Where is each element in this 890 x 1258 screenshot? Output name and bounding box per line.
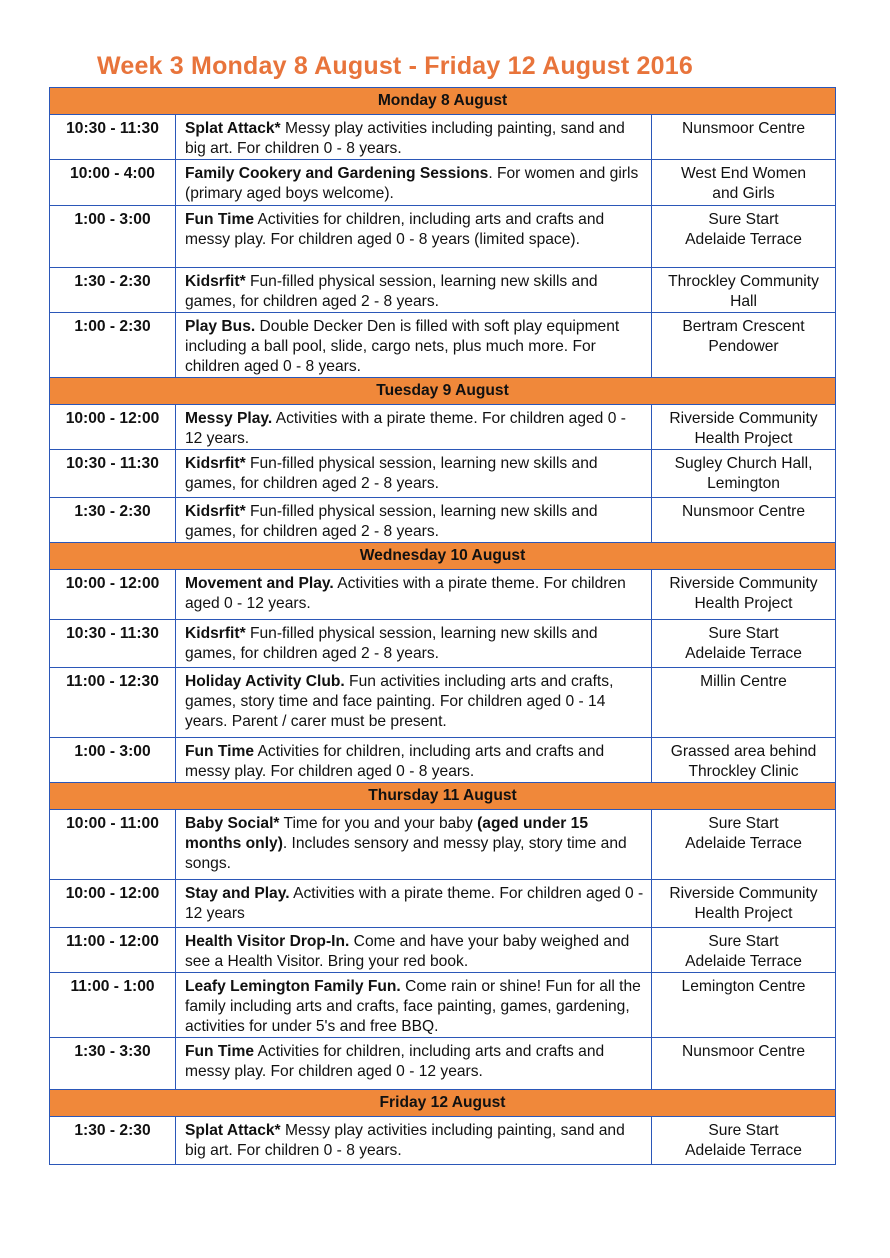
event-details: Come rain or shine! Fun for all the family including arts and crafts, face painting, games, gardening, activities for under 5's and free BBQ.: [185, 978, 641, 1035]
event-location-line: Lemington Centre: [681, 978, 806, 995]
event-description: [176, 880, 652, 928]
event-location-line: Health Project: [694, 595, 793, 612]
event-name: Kidsrfit*: [185, 455, 246, 472]
event-location: [652, 1117, 836, 1165]
event-location: [652, 206, 836, 268]
event-details: Activities for children, including arts and crafts and messy play. For children aged 0 - 12 years.: [185, 1043, 605, 1080]
day-header: Monday 8 August: [50, 88, 836, 115]
day-header: Friday 12 August: [50, 1090, 836, 1117]
event-location-line: Throckley Clinic: [688, 763, 799, 780]
event-details: Time for you and your baby: [279, 815, 478, 832]
event-description: [176, 405, 652, 450]
event-row: [50, 880, 836, 928]
event-details: Fun-filled physical session, learning new skills and games, for children aged 2 - 8 years.: [185, 455, 598, 492]
day-header-row: [50, 88, 836, 115]
event-details: Fun-filled physical session, learning new skills and games, for children aged 2 - 8 years.: [185, 503, 598, 540]
event-location-line: Adelaide Terrace: [685, 645, 802, 662]
event-description: [176, 668, 652, 738]
event-time: 1:30 - 2:30: [50, 498, 176, 543]
event-location-line: Nunsmoor Centre: [681, 1043, 806, 1060]
event-name: Fun Time: [185, 211, 255, 228]
event-row: [50, 206, 836, 268]
event-location-line: Hall: [730, 293, 757, 310]
event-details: Fun-filled physical session, learning new skills and games, for children aged 2 - 8 years.: [185, 273, 598, 310]
event-location: [652, 620, 836, 668]
event-description: [176, 973, 652, 1038]
event-row: [50, 570, 836, 620]
event-location: [652, 1038, 836, 1090]
schedule-table: [49, 87, 836, 1165]
event-details: Activities with a pirate theme. For children aged 0 - 12 years.: [185, 410, 626, 447]
event-details: Messy play activities including painting, sand and big art. For children 0 - 8 years.: [185, 120, 625, 157]
event-location-line: Adelaide Terrace: [685, 1142, 802, 1159]
event-row: [50, 313, 836, 378]
event-details: . For women and girls (primary aged boys welcome).: [185, 165, 639, 202]
event-time: 10:30 - 11:30: [50, 450, 176, 498]
event-location: [652, 738, 836, 783]
day-header: Wednesday 10 August: [50, 543, 836, 570]
event-name: Leafy Lemington Family Fun.: [185, 978, 401, 995]
event-location: [652, 810, 836, 880]
event-location: [652, 880, 836, 928]
event-location: [652, 498, 836, 543]
event-location: [652, 313, 836, 378]
event-name: Movement and Play.: [185, 575, 334, 592]
event-location-line: Sure Start: [708, 211, 779, 228]
event-time: 1:00 - 3:00: [50, 738, 176, 783]
event-location-line: Health Project: [694, 905, 793, 922]
event-details: Activities with a pirate theme. For children aged 0 - 12 years: [185, 885, 644, 922]
event-name: Messy Play.: [185, 410, 273, 427]
event-time: 10:30 - 11:30: [50, 620, 176, 668]
event-row: [50, 973, 836, 1038]
event-name: Family Cookery and Gardening Sessions: [185, 165, 489, 182]
event-row: [50, 268, 836, 313]
event-location-line: Riverside Community: [669, 885, 818, 902]
event-description: [176, 928, 652, 973]
event-name: Fun Time: [185, 743, 255, 760]
event-location-line: West End Women: [680, 165, 807, 182]
event-location-line: Throckley Community: [668, 273, 819, 290]
event-details: Fun-filled physical session, learning new skills and games, for children aged 2 - 8 years.: [185, 625, 598, 662]
event-name: Kidsrfit*: [185, 503, 246, 520]
event-time: 10:00 - 12:00: [50, 405, 176, 450]
event-description: [176, 160, 652, 206]
event-name: Splat Attack*: [185, 1122, 281, 1139]
event-row: [50, 115, 836, 160]
event-description: [176, 620, 652, 668]
event-location-line: and Girls: [712, 185, 775, 202]
event-location-line: Sure Start: [708, 625, 779, 642]
event-name: Health Visitor Drop-In.: [185, 933, 350, 950]
event-name: Fun Time: [185, 1043, 255, 1060]
event-details-continued: . Includes sensory and messy play, story time and songs.: [185, 835, 627, 872]
event-name: Kidsrfit*: [185, 273, 246, 290]
event-time: 10:00 - 4:00: [50, 160, 176, 206]
event-details-emphasis: (aged under 15 months only): [185, 815, 589, 852]
event-time: 1:00 - 2:30: [50, 313, 176, 378]
event-name: Holiday Activity Club.: [185, 673, 345, 690]
event-description: [176, 738, 652, 783]
event-description: [176, 1117, 652, 1165]
event-time: 11:00 - 12:00: [50, 928, 176, 973]
event-time: 1:30 - 2:30: [50, 268, 176, 313]
event-location: [652, 405, 836, 450]
event-time: 11:00 - 12:30: [50, 668, 176, 738]
event-description: [176, 206, 652, 268]
event-description: [176, 268, 652, 313]
event-location-line: Riverside Community: [669, 410, 818, 427]
event-location-line: Millin Centre: [700, 673, 787, 690]
event-time: 10:00 - 12:00: [50, 570, 176, 620]
event-time: 11:00 - 1:00: [50, 973, 176, 1038]
event-row: [50, 1117, 836, 1165]
day-header: Thursday 11 August: [50, 783, 836, 810]
event-details: Come and have your baby weighed and see a Health Visitor. Bring your red book.: [185, 933, 630, 970]
event-time: 1:00 - 3:00: [50, 206, 176, 268]
event-location-line: Health Project: [694, 430, 793, 447]
day-header-row: [50, 783, 836, 810]
event-time: 10:00 - 12:00: [50, 880, 176, 928]
event-time: 1:30 - 3:30: [50, 1038, 176, 1090]
event-location-line: Adelaide Terrace: [685, 835, 802, 852]
event-location: [652, 268, 836, 313]
event-location: [652, 160, 836, 206]
event-description: [176, 115, 652, 160]
event-time: 10:00 - 11:00: [50, 810, 176, 880]
event-location-line: Adelaide Terrace: [685, 231, 802, 248]
event-description: [176, 1038, 652, 1090]
event-location-line: Sure Start: [708, 1122, 779, 1139]
day-header-row: [50, 378, 836, 405]
day-header-row: [50, 543, 836, 570]
event-description: [176, 570, 652, 620]
event-description: [176, 313, 652, 378]
event-details: Activities for children, including arts and crafts and messy play. For children aged 0 - 8 years.: [185, 743, 605, 780]
event-location: [652, 668, 836, 738]
event-row: [50, 160, 836, 206]
event-row: [50, 738, 836, 783]
event-location-line: Bertram Crescent: [682, 318, 805, 335]
event-location-line: Riverside Community: [669, 575, 818, 592]
event-details: Messy play activities including painting, sand and big art. For children 0 - 8 years.: [185, 1122, 625, 1159]
event-location: [652, 570, 836, 620]
page-title: Week 3 Monday 8 August - Friday 12 August 2016: [97, 52, 693, 80]
event-location-line: Adelaide Terrace: [685, 953, 802, 970]
event-row: [50, 928, 836, 973]
event-location-line: Grassed area behind: [670, 743, 817, 760]
event-description: [176, 498, 652, 543]
event-location: [652, 450, 836, 498]
event-location: [652, 928, 836, 973]
event-row: [50, 450, 836, 498]
event-details: Fun activities including arts and crafts, games, story time and face painting. For children aged 0 - 14 years. Parent / carer must be present.: [185, 673, 614, 730]
event-location-line: Sure Start: [708, 815, 779, 832]
event-row: [50, 668, 836, 738]
event-time: 10:30 - 11:30: [50, 115, 176, 160]
event-location: [652, 115, 836, 160]
event-location: [652, 973, 836, 1038]
event-location-line: Nunsmoor Centre: [681, 120, 806, 137]
schedule-body: [50, 88, 836, 1165]
event-row: [50, 810, 836, 880]
event-location-line: Nunsmoor Centre: [681, 503, 806, 520]
event-details: Activities with a pirate theme. For children aged 0 - 12 years.: [185, 575, 626, 612]
event-row: [50, 620, 836, 668]
event-row: [50, 405, 836, 450]
event-description: [176, 450, 652, 498]
event-row: [50, 1038, 836, 1090]
event-name: Splat Attack*: [185, 120, 281, 137]
event-location-line: Sugley Church Hall,: [674, 455, 813, 472]
day-header-row: [50, 1090, 836, 1117]
event-details: Activities for children, including arts and crafts and messy play. For children aged 0 - 8 years (limited space).: [185, 211, 605, 248]
event-name: Stay and Play.: [185, 885, 290, 902]
event-time: 1:30 - 2:30: [50, 1117, 176, 1165]
event-location-line: Pendower: [708, 338, 779, 355]
event-location-line: Sure Start: [708, 933, 779, 950]
event-description: [176, 810, 652, 880]
event-name: Kidsrfit*: [185, 625, 246, 642]
event-row: [50, 498, 836, 543]
event-location-line: Lemington: [707, 475, 780, 492]
event-name: Play Bus.: [185, 318, 256, 335]
event-name: Baby Social*: [185, 815, 280, 832]
day-header: Tuesday 9 August: [50, 378, 836, 405]
event-details: Double Decker Den is filled with soft play equipment including a ball pool, slide, cargo nets, plus much more. For children aged 0 - 8 years.: [185, 318, 620, 375]
